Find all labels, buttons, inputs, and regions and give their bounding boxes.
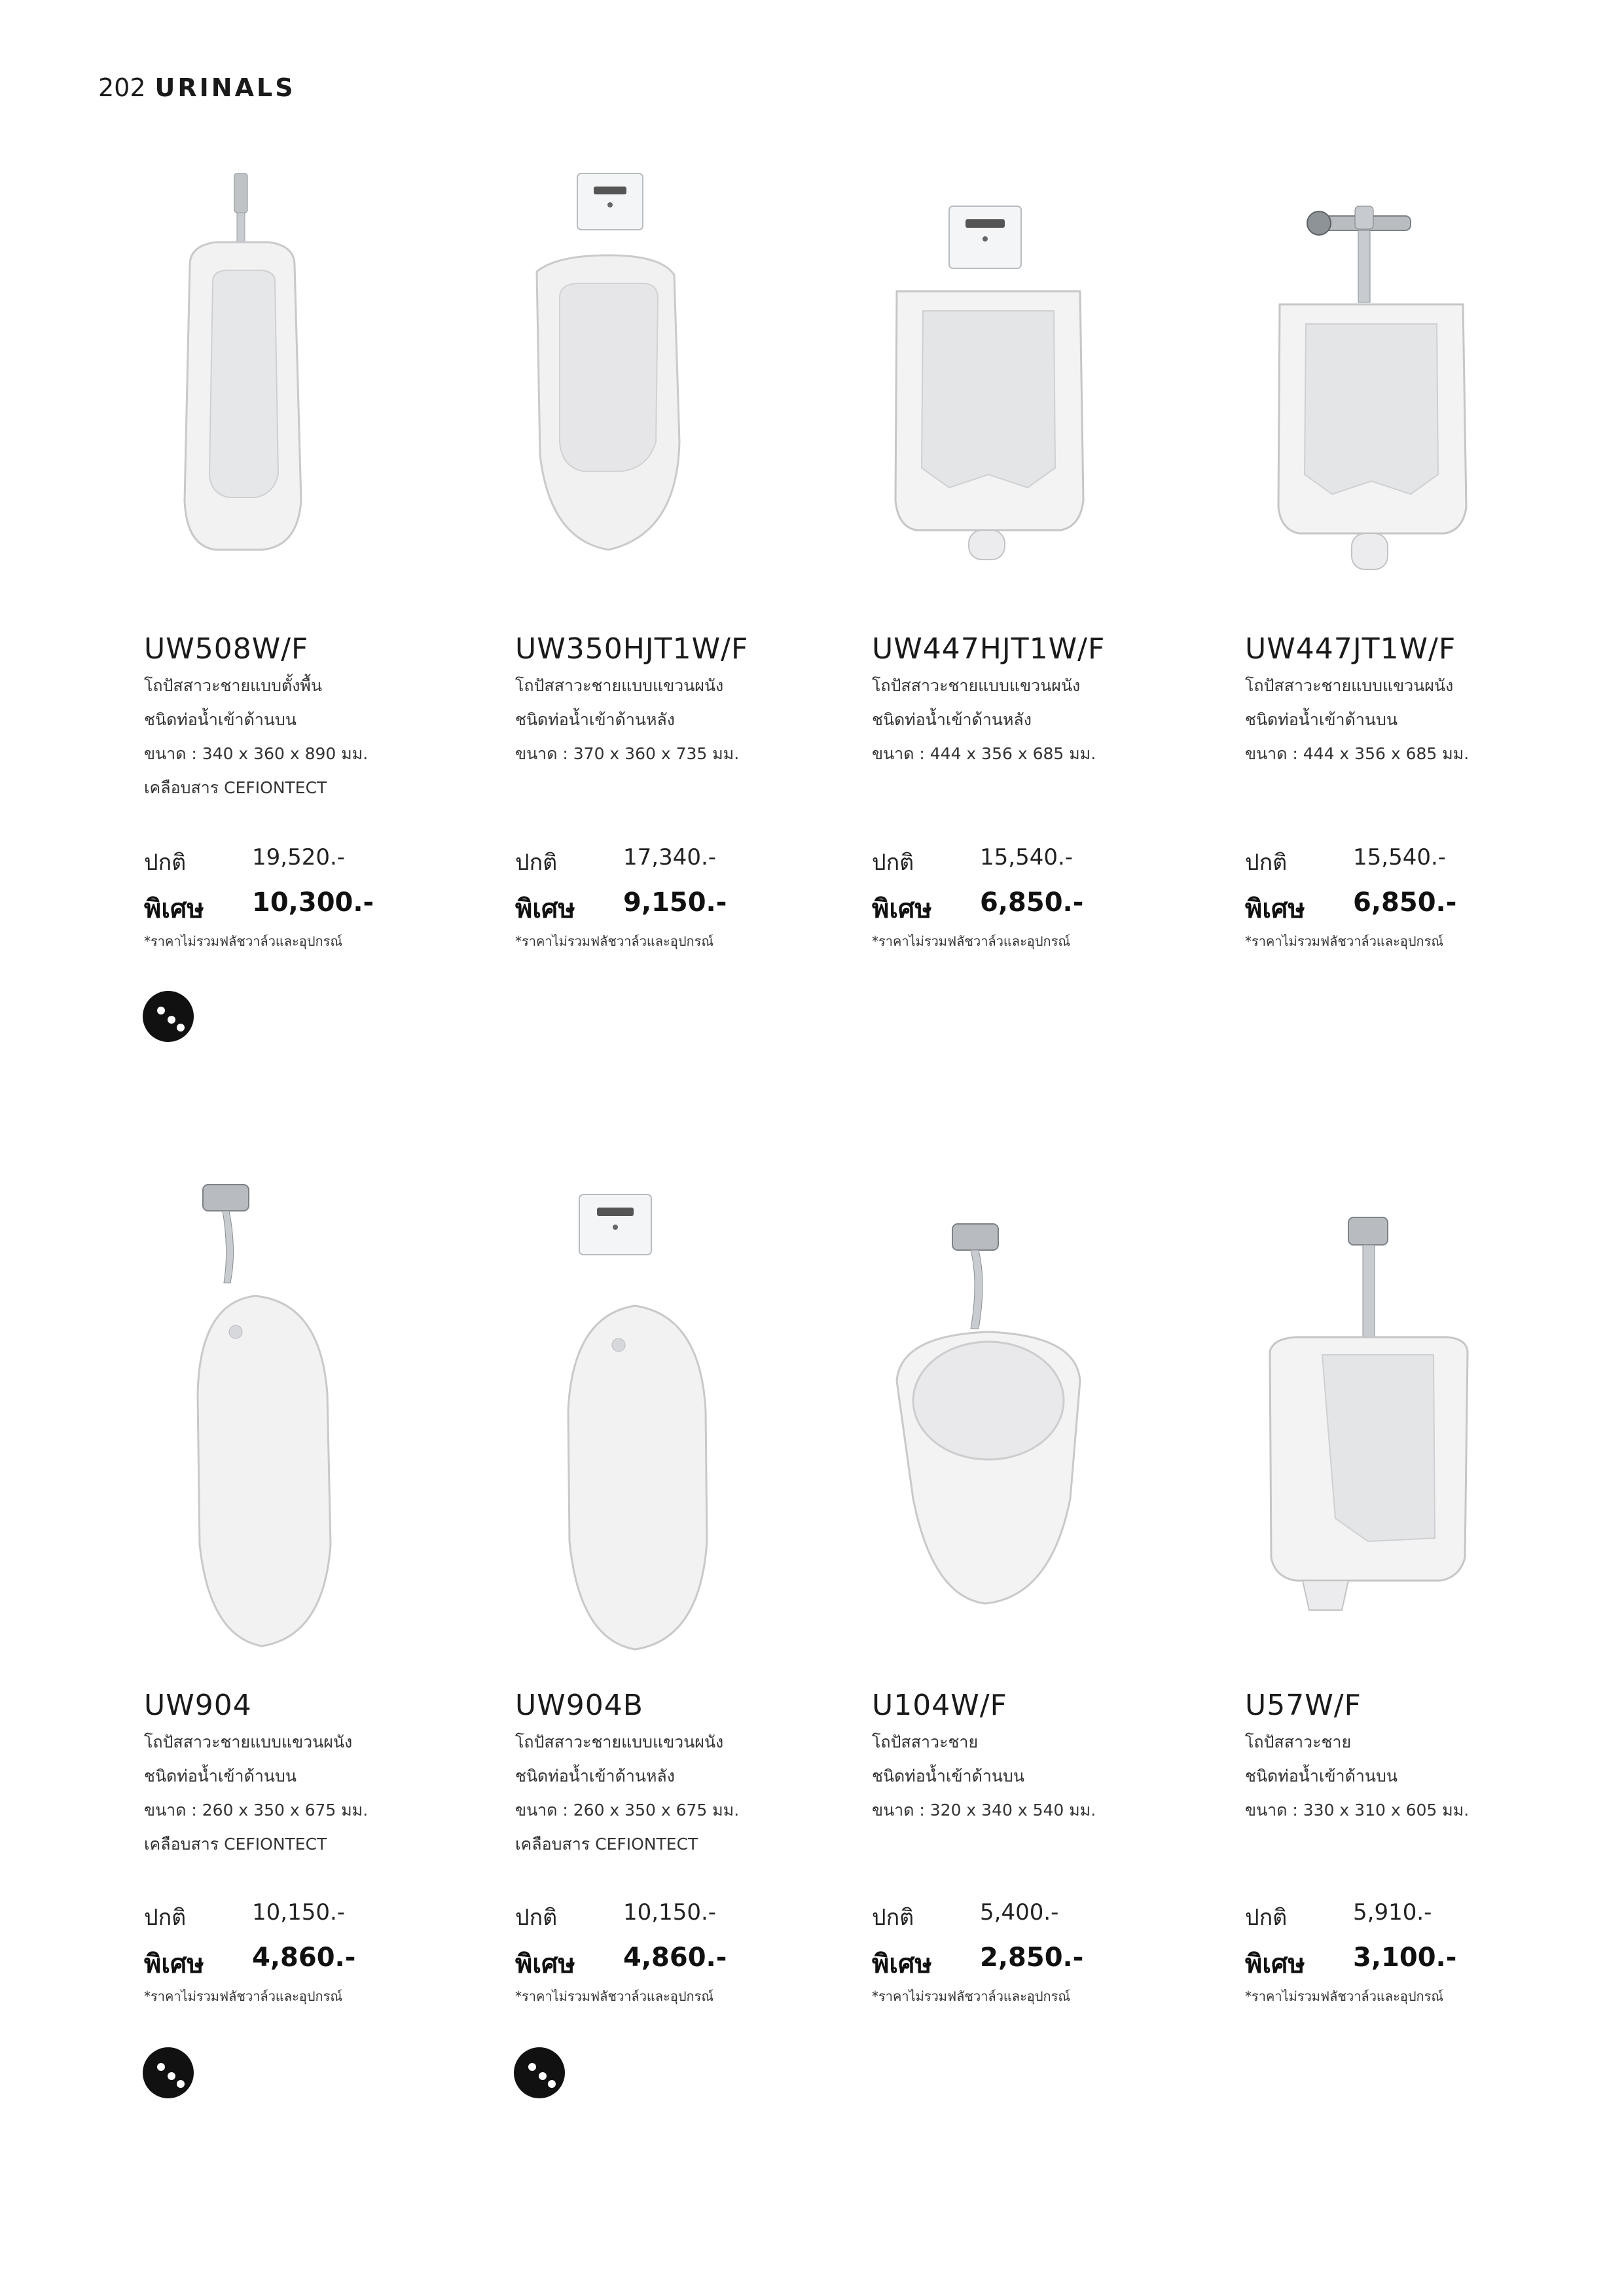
product-model: U57W/F [1245,1689,1362,1722]
product-description [872,1725,1096,1827]
box-urinal-valve-image [1257,1211,1479,1630]
special-price-label: พิเศษ [515,894,575,924]
oval-urinal-sensor-image [550,1188,720,1659]
page-title: URINALS [154,73,296,102]
product-description [144,1725,368,1861]
page-header [98,73,296,102]
desc-line: โถปัสสาวะชาย [1245,1732,1352,1751]
desc-line: ชนิดท่อน้ำเข้าด้านบน [144,1767,297,1785]
normal-price-label: ปกติ [144,850,187,876]
desc-line: ชนิดท่อน้ำเข้าด้านบน [1245,1767,1398,1785]
desc-line: โถปัสสาวะชายแบบตั้งพื้น [144,676,322,695]
product-model: UW904 [144,1689,252,1722]
product-description [144,669,368,805]
desc-line: เคลือบสาร CEFIONTECT [144,778,327,797]
sensor-urinal-image [517,167,687,566]
product-description [515,669,739,771]
special-price-value: 6,850.- [1353,888,1457,918]
special-price-label: พิเศษ [1245,1949,1305,1979]
page-number: 202 [98,73,146,102]
price-note: *ราคาไม่รวมฟลัชวาล์วและอุปกรณ์ [872,1988,1070,2004]
special-price-value: 10,300.- [252,888,374,918]
price-note: *ราคาไม่รวมฟลัชวาล์วและอุปกรณ์ [515,1988,713,2004]
special-price-value: 4,860.- [252,1943,356,1973]
desc-line: ขนาด : 444 x 356 x 685 มม. [872,744,1096,763]
product-model: UW904B [515,1689,643,1722]
normal-price-value: 10,150.- [623,1899,717,1926]
normal-price-value: 15,540.- [980,844,1074,870]
special-price-value: 3,100.- [1353,1943,1457,1973]
price-note: *ราคาไม่รวมฟลัชวาล์วและอุปกรณ์ [515,933,713,949]
special-price-label: พิเศษ [872,1949,932,1979]
price-note: *ราคาไม่รวมฟลัชวาล์วและอุปกรณ์ [1245,933,1443,949]
price-note: *ราคาไม่รวมฟลัชวาล์วและอุปกรณ์ [1245,1988,1443,2004]
bowl-urinal-valve-image [887,1217,1090,1610]
desc-line: โถปัสสาวะชายแบบแขวนผนัง [515,676,724,695]
desc-line: ชนิดท่อน้ำเข้าด้านบน [144,710,297,729]
square-urinal-sensor-image [884,200,1093,566]
normal-price-label: ปกติ [1245,850,1288,876]
normal-price-label: ปกติ [515,1905,558,1931]
price-note: *ราคาไม่รวมฟลัชวาล์วและอุปกรณ์ [144,1988,342,2004]
product-model: UW350HJT1W/F [515,632,749,666]
special-price-value: 6,850.- [980,888,1084,918]
special-price-value: 9,150.- [623,888,727,918]
desc-line: ขนาด : 444 x 356 x 685 มม. [1245,744,1470,763]
product-model: U104W/F [872,1689,1007,1722]
normal-price-label: ปกติ [1245,1905,1288,1931]
desc-line: ขนาด : 330 x 310 x 605 มม. [1245,1801,1470,1820]
normal-price-value: 5,400.- [980,1899,1059,1926]
desc-line: ชนิดท่อน้ำเข้าด้านบน [872,1767,1024,1785]
desc-line: ขนาด : 260 x 350 x 675 มม. [144,1801,369,1820]
product-description [515,1725,739,1861]
price-note: *ราคาไม่รวมฟลัชวาล์วและอุปกรณ์ [872,933,1070,949]
desc-line: โถปัสสาวะชายแบบแขวนผนัง [872,676,1081,695]
desc-line: ขนาด : 320 x 340 x 540 มม. [872,1801,1096,1820]
desc-line: ขนาด : 260 x 350 x 675 มม. [515,1801,740,1820]
product-description [1245,1725,1469,1827]
oval-urinal-valve-image [183,1178,340,1656]
normal-price-value: 15,540.- [1353,844,1447,870]
desc-line: ขนาด : 340 x 360 x 890 มม. [144,744,369,763]
desc-line: ชนิดท่อน้ำเข้าด้านหลัง [515,1767,675,1785]
product-model: UW447JT1W/F [1245,632,1456,666]
normal-price-label: ปกติ [515,850,558,876]
wall-hung-urinal-image [164,167,321,566]
special-price-label: พิเศษ [515,1949,575,1979]
product-model: UW508W/F [144,632,309,666]
normal-price-value: 5,910.- [1353,1899,1432,1926]
price-note: *ราคาไม่รวมฟลัชวาล์วและอุปกรณ์ [144,933,342,949]
desc-line: ชนิดท่อน้ำเข้าด้านหลัง [515,710,675,729]
special-price-label: พิเศษ [144,1949,204,1979]
special-price-label: พิเศษ [1245,894,1305,924]
special-price-label: พิเศษ [872,894,932,924]
desc-line: โถปัสสาวะชายแบบแขวนผนัง [515,1732,724,1751]
cefiontect-badge-icon [143,991,194,1042]
desc-line: โถปัสสาวะชาย [872,1732,979,1751]
normal-price-value: 19,520.- [252,844,346,870]
special-price-label: พิเศษ [144,894,204,924]
desc-line: เคลือบสาร CEFIONTECT [144,1835,327,1854]
product-model: UW447HJT1W/F [872,632,1106,666]
desc-line: โถปัสสาวะชายแบบแขวนผนัง [1245,676,1454,695]
desc-line: ชนิดท่อน้ำเข้าด้านบน [1245,710,1398,729]
normal-price-label: ปกติ [872,850,914,876]
normal-price-value: 10,150.- [252,1899,346,1926]
desc-line: โถปัสสาวะชายแบบแขวนผนัง [144,1732,353,1751]
cefiontect-badge-icon [143,2047,194,2098]
desc-line: ขนาด : 370 x 360 x 735 มม. [515,744,740,763]
normal-price-value: 17,340.- [623,844,717,870]
normal-price-label: ปกติ [872,1905,914,1931]
special-price-value: 4,860.- [623,1943,727,1973]
desc-line: ชนิดท่อน้ำเข้าด้านหลัง [872,710,1032,729]
product-description [1245,669,1469,771]
square-urinal-valve-image [1267,200,1476,579]
special-price-value: 2,850.- [980,1943,1084,1973]
normal-price-label: ปกติ [144,1905,187,1931]
product-description [872,669,1096,771]
desc-line: เคลือบสาร CEFIONTECT [515,1835,698,1854]
cefiontect-badge-icon [514,2047,565,2098]
